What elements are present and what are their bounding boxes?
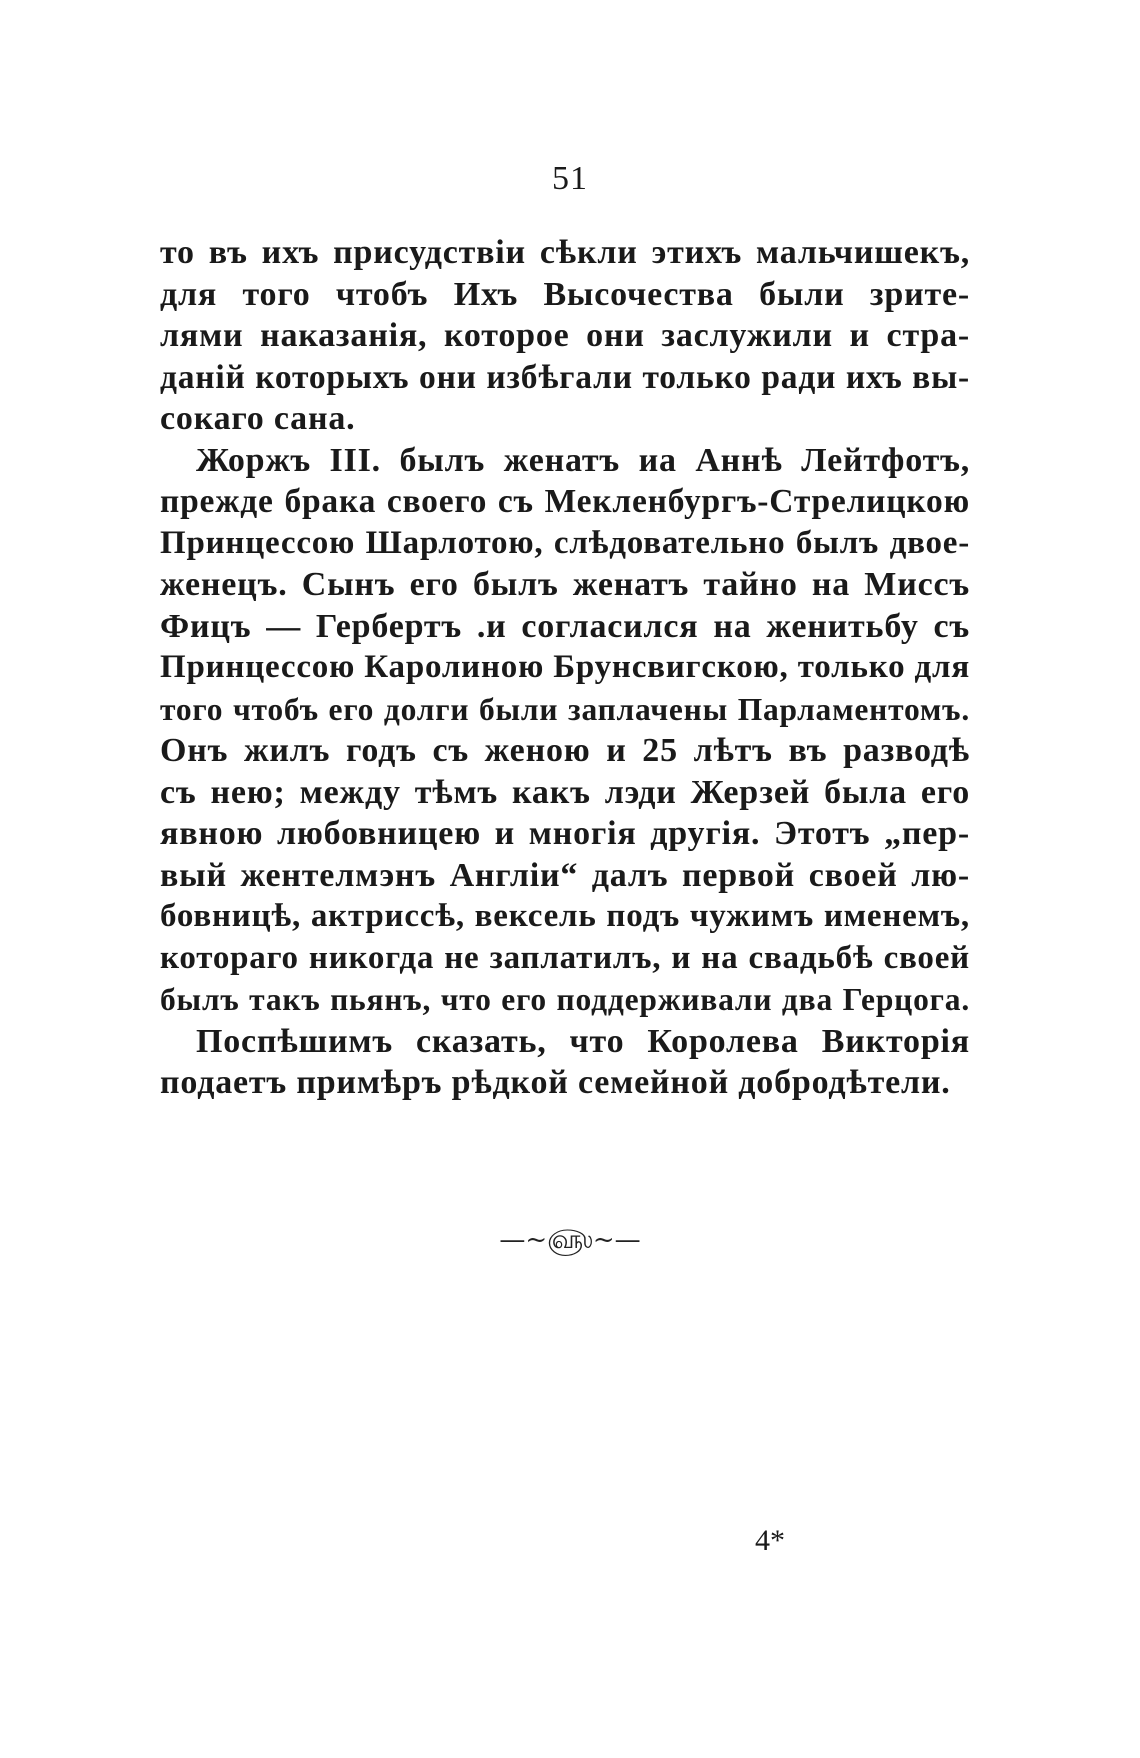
text-line: Поспѣшимъ сказать, что Королева Викторія (196, 1022, 970, 1060)
text-line: Жоржъ III. былъ женатъ иа Аннѣ Лейтфотъ, (196, 441, 970, 479)
text-line: то въ ихъ присудствіи сѣкли этихъ мальчишекъ, (160, 234, 970, 271)
ornament-divider: —~௵~— (499, 1225, 641, 1255)
text-line: съ нею; между тѣмъ какъ лэди Жерзей была его (160, 773, 970, 811)
text-line: даній которыхъ они избѣгали только ради ихъ вы- (160, 358, 970, 396)
text-line: для того чтобъ Ихъ Высочества были зрите- (160, 275, 970, 313)
text-line: бовницѣ, актриссѣ, вексель подъ чужимъ именемъ, (160, 898, 970, 934)
text-line: прежде брака своего съ Мекленбургъ-Стрелицкою (160, 483, 970, 520)
text-line: Онъ жилъ годъ съ женою и 25 лѣтъ въ разводѣ (160, 732, 970, 769)
text-line: Принцессою Каролиною Брунсвигскою, только для (160, 649, 970, 685)
text-line: женецъ. Сынъ его былъ женатъ тайно на Миссъ (160, 566, 970, 603)
text-line: явною любовницею и многія другія. Этотъ „пер- (160, 815, 970, 852)
page-number: 51 (552, 160, 588, 197)
text-line: того чтобъ его долги были заплачены Парламентомъ. (160, 691, 970, 727)
text-line: сокаго сана. (160, 400, 356, 437)
text-line: подаетъ примѣръ рѣдкой семейной добродѣтели. (160, 1064, 951, 1101)
text-line: лями наказанія, которое они заслужили и стра- (160, 317, 970, 354)
text-line: былъ такъ пьянъ, что его поддерживали два Герцога. (160, 982, 970, 1017)
text-line: вый жентелмэнъ Англіи“ далъ первой своей лю- (160, 856, 970, 894)
text-line: котораго никогда не заплатилъ, и на свадьбѣ своей (160, 939, 970, 976)
text-line: Фицъ — Гербертъ .и согласился на женитьбу съ (160, 607, 970, 645)
body-text (160, 232, 970, 1104)
text-line: Принцессою Шарлотою, слѣдовательно былъ двое- (160, 524, 970, 561)
signature-mark: 4* (755, 1524, 785, 1557)
